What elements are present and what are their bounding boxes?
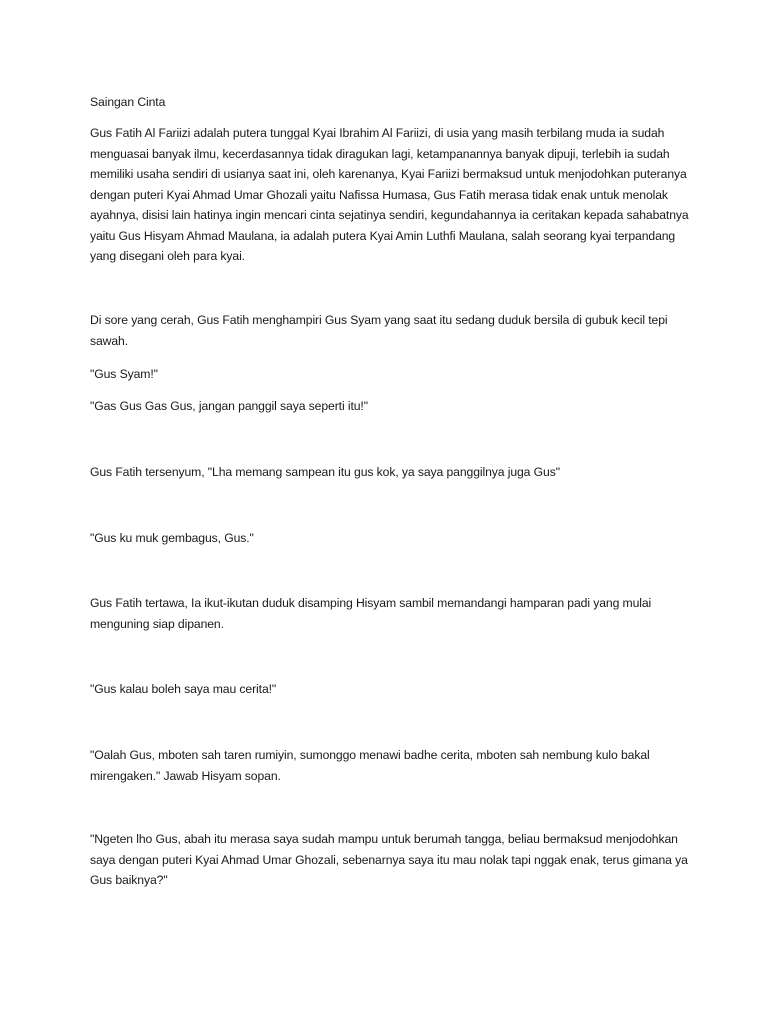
paragraph-dialogue-4: "Gus ku muk gembagus, Gus." <box>90 531 254 545</box>
paragraph-intro: Gus Fatih Al Fariizi adalah putera tunggal Kyai Ibrahim Al Fariizi, di usia yang masih terbilang muda ia sudah menguasai banyak ilmu, kecerdasannya tidak diragukan lagi, ketampanannya banyak dipuji, terlebih ia sudah memiliki usaha sendiri di usianya saat ini, oleh karenanya, Kyai Fariizi bermaksud untuk menjodohkan puteranya dengan puteri Kyai Ahmad Umar Ghozali yaitu Nafissa Humasa, Gus Fatih merasa tidak enak untuk menolak ayahnya, disisi lain hatinya ingin mencari cinta sejatinya sendiri, kegundahannya ia ceritakan kepada sahabatnya yaitu Gus Hisyam Ahmad Maulana, ia adalah putera Kyai Amin Luthfi Maulana, salah seorang kyai terpandang yang disegani oleh para kyai. <box>90 126 689 263</box>
paragraph-dialogue-6: "Oalah Gus, mboten sah taren rumiyin, sumonggo menawi badhe cerita, mboten sah nembung kulo bakal mirengaken." Jawab Hisyam sopan. <box>90 748 650 783</box>
paragraph-narration: Gus Fatih tertawa, Ia ikut-ikutan duduk disamping Hisyam sambil memandangi hamparan padi yang mulai menguning siap dipanen. <box>90 596 652 631</box>
paragraph-dialogue-1: "Gus Syam!" <box>90 367 158 381</box>
document-title: Saingan Cinta <box>90 95 166 109</box>
paragraph-dialogue-7: "Ngeten lho Gus, abah itu merasa saya sudah mampu untuk berumah tangga, beliau bermaksud menjodohkan saya dengan puteri Kyai Ahmad Umar Ghozali, sebenarnya saya itu mau nolak tapi nggak enak, terus gimana ya Gus baiknya?" <box>90 832 688 887</box>
paragraph-afternoon: Di sore yang cerah, Gus Fatih menghampiri Gus Syam yang saat itu sedang duduk bersila di gubuk kecil tepi sawah. <box>90 313 668 348</box>
paragraph-dialogue-5: "Gus kalau boleh saya mau cerita!" <box>90 682 277 696</box>
paragraph-dialogue-2: "Gas Gus Gas Gus, jangan panggil saya seperti itu!" <box>90 399 368 413</box>
paragraph-dialogue-3: Gus Fatih tersenyum, "Lha memang sampean itu gus kok, ya saya panggilnya juga Gus" <box>90 465 560 479</box>
